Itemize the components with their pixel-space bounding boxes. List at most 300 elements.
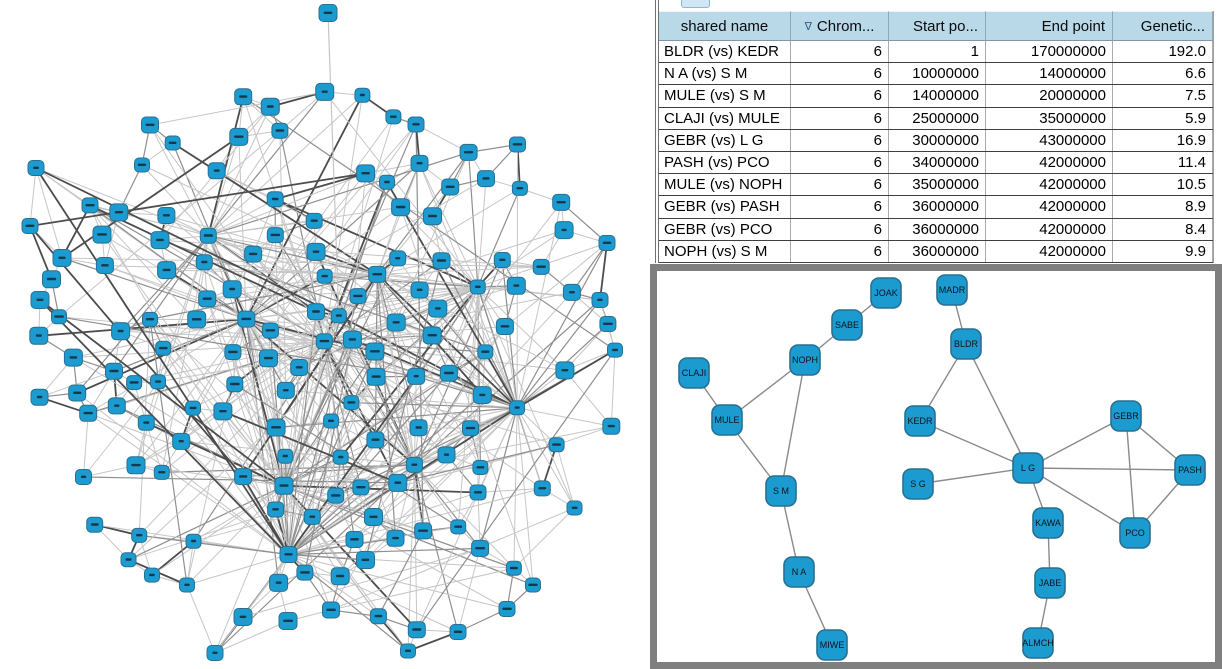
network-node[interactable]	[143, 312, 158, 326]
node-GEBR[interactable]	[1111, 401, 1141, 431]
edge-BLDR-L-G[interactable]	[966, 344, 1028, 468]
network-node[interactable]	[343, 331, 361, 348]
table-row[interactable]	[659, 174, 1213, 196]
network-node[interactable]	[234, 609, 252, 626]
network-node[interactable]	[278, 449, 293, 463]
network-node[interactable]	[275, 477, 293, 494]
network-node[interactable]	[473, 461, 488, 475]
table-cell: 11.4	[1113, 152, 1213, 173]
network-node[interactable]	[555, 222, 573, 239]
network-node[interactable]	[599, 236, 615, 251]
network-node[interactable]	[563, 284, 580, 300]
network-node[interactable]	[333, 450, 348, 464]
node-label: SABE	[834, 320, 860, 330]
network-node[interactable]	[267, 192, 283, 207]
node-label: MIWE	[819, 640, 845, 650]
node-JOAK[interactable]	[871, 278, 901, 308]
node-label-smudge	[557, 201, 566, 203]
network-node[interactable]	[127, 376, 142, 390]
node-label-smudge	[276, 582, 282, 584]
node-label-smudge	[276, 129, 285, 131]
edge-PASH-L-G[interactable]	[1028, 468, 1190, 470]
network-node[interactable]	[207, 646, 223, 661]
node-label-smudge	[349, 338, 356, 340]
node-label-smudge	[603, 242, 612, 244]
node-label: BLDR	[953, 339, 979, 349]
network-node[interactable]	[567, 501, 582, 515]
network-edge[interactable]	[30, 168, 36, 226]
network-node[interactable]	[386, 110, 401, 124]
node-label-smudge	[284, 553, 292, 555]
network-node[interactable]	[76, 470, 92, 485]
network-node[interactable]	[512, 181, 527, 195]
table-cell: 192.0	[1113, 41, 1213, 62]
node-MULE[interactable]	[712, 405, 742, 435]
header-cell-Chrom[interactable]	[791, 11, 889, 41]
node-S-G[interactable]	[903, 469, 933, 499]
node-label-smudge	[320, 340, 330, 342]
network-node[interactable]	[108, 398, 125, 414]
network-node[interactable]	[424, 208, 442, 225]
node-label-smudge	[428, 334, 437, 336]
network-node[interactable]	[165, 136, 180, 150]
node-ALMCH[interactable]	[1022, 628, 1054, 658]
edge-GEBR-PCO[interactable]	[1126, 416, 1135, 533]
network-node[interactable]	[510, 137, 526, 152]
network-node[interactable]	[408, 368, 425, 384]
node-label-smudge	[390, 116, 397, 118]
network-node[interactable]	[350, 289, 366, 304]
table-cell: 6	[791, 174, 889, 195]
network-edge[interactable]	[565, 370, 611, 426]
network-node[interactable]	[280, 547, 297, 563]
network-node[interactable]	[138, 415, 154, 430]
table-row[interactable]	[659, 85, 1213, 107]
table-cell: 6	[791, 41, 889, 62]
network-edge[interactable]	[517, 408, 611, 427]
network-node[interactable]	[499, 602, 515, 617]
header-cell-End-point[interactable]	[986, 11, 1113, 41]
network-node[interactable]	[306, 213, 322, 228]
network-node[interactable]	[549, 438, 564, 452]
table-cell: 6	[791, 241, 889, 262]
table-cell: 6	[791, 63, 889, 84]
network-node[interactable]	[214, 403, 232, 420]
edge-S-G-L-G[interactable]	[918, 468, 1028, 484]
network-node[interactable]	[158, 208, 175, 224]
network-node[interactable]	[507, 277, 525, 294]
network-node[interactable]	[442, 179, 459, 195]
network-node[interactable]	[472, 540, 489, 556]
node-label-smudge	[353, 295, 362, 297]
h-scrollbar-fragment[interactable]	[681, 0, 710, 8]
node-label-smudge	[608, 425, 615, 427]
network-node[interactable]	[156, 341, 171, 355]
network-node[interactable]	[367, 368, 385, 385]
table-row[interactable]	[659, 63, 1213, 85]
node-label: NOPH	[791, 355, 819, 365]
network-node[interactable]	[93, 226, 111, 243]
node-label: ALMCH	[1022, 638, 1054, 648]
network-node[interactable]	[331, 309, 346, 323]
network-node[interactable]	[556, 362, 574, 379]
node-label-smudge	[249, 253, 257, 255]
node-JABE[interactable]	[1035, 568, 1065, 598]
network-node[interactable]	[370, 609, 386, 624]
network-node[interactable]	[369, 266, 386, 282]
network-node[interactable]	[408, 622, 425, 638]
table-cell: N A (vs) S M	[659, 63, 791, 84]
node-MIWE[interactable]	[817, 630, 847, 660]
network-node[interactable]	[270, 574, 288, 591]
network-edge[interactable]	[517, 300, 600, 408]
node-label-smudge	[481, 351, 489, 353]
node-PCO[interactable]	[1120, 518, 1150, 548]
network-node[interactable]	[142, 117, 159, 133]
node-label-smudge	[138, 164, 146, 166]
node-label-smudge	[513, 284, 519, 286]
network-node[interactable]	[470, 485, 486, 500]
network-node[interactable]	[291, 360, 308, 376]
network-node[interactable]	[272, 123, 288, 138]
network-node[interactable]	[200, 228, 216, 243]
node-label: CLAJI	[681, 368, 707, 378]
network-node[interactable]	[365, 509, 383, 526]
network-node[interactable]	[592, 293, 608, 308]
network-node[interactable]	[186, 534, 201, 548]
network-node[interactable]	[235, 469, 252, 485]
network-node[interactable]	[440, 365, 457, 381]
table-row[interactable]	[659, 196, 1213, 218]
node-label-smudge	[158, 471, 165, 473]
network-node[interactable]	[323, 602, 340, 618]
node-label-smudge	[572, 507, 578, 509]
network-node[interactable]	[43, 271, 61, 288]
network-node[interactable]	[387, 314, 405, 331]
network-node[interactable]	[494, 253, 510, 268]
network-node[interactable]	[406, 457, 422, 472]
table-row[interactable]	[659, 152, 1213, 174]
header-label: End point	[1041, 17, 1105, 35]
network-node[interactable]	[260, 350, 278, 367]
network-node[interactable]	[199, 291, 216, 307]
network-node[interactable]	[132, 528, 147, 542]
network-node[interactable]	[110, 204, 128, 221]
network-node[interactable]	[151, 375, 166, 389]
network-node[interactable]	[600, 317, 616, 332]
node-S-M[interactable]	[766, 476, 796, 506]
attribute-table-panel	[655, 0, 1222, 264]
network-node[interactable]	[64, 349, 82, 366]
network-node[interactable]	[127, 457, 145, 474]
network-node[interactable]	[31, 292, 49, 309]
table-cell: 42000000	[986, 219, 1113, 240]
network-node[interactable]	[357, 552, 375, 569]
network-node[interactable]	[106, 363, 123, 379]
node-label-smudge	[474, 491, 482, 493]
network-edge[interactable]	[84, 413, 89, 477]
network-node[interactable]	[261, 98, 279, 115]
header-label: shared name	[680, 17, 769, 35]
network-node[interactable]	[380, 175, 395, 189]
node-label-smudge	[446, 186, 455, 188]
node-label-smudge	[118, 330, 124, 332]
network-node[interactable]	[279, 613, 297, 630]
network-node[interactable]	[331, 568, 349, 585]
network-node[interactable]	[52, 310, 67, 324]
header-label: Genetic...	[1140, 17, 1205, 35]
node-label-smudge	[536, 266, 546, 268]
node-label-smudge	[163, 269, 171, 271]
network-node[interactable]	[473, 387, 491, 404]
network-node[interactable]	[112, 323, 130, 340]
node-label-smudge	[146, 124, 155, 126]
node-label-smudge	[369, 516, 377, 518]
node-label-smudge	[159, 347, 168, 349]
node-label-smudge	[454, 631, 462, 633]
network-node[interactable]	[208, 163, 225, 179]
node-label-smudge	[384, 181, 390, 183]
table-cell: 14000000	[889, 85, 986, 106]
network-node[interactable]	[328, 488, 344, 503]
node-KEDR[interactable]	[905, 406, 935, 436]
table-cell: 42000000	[986, 196, 1113, 217]
table-cell: 7.5	[1113, 85, 1213, 106]
network-node[interactable]	[603, 418, 620, 434]
network-node[interactable]	[154, 465, 169, 479]
table-cell: GEBR (vs) PASH	[659, 196, 791, 217]
network-node[interactable]	[316, 334, 332, 349]
network-node[interactable]	[478, 171, 495, 187]
network-node[interactable]	[317, 269, 332, 283]
network-node[interactable]	[392, 199, 410, 216]
network-node[interactable]	[401, 644, 416, 658]
network-node[interactable]	[553, 194, 570, 210]
node-label-smudge	[418, 530, 428, 532]
network-node[interactable]	[267, 419, 285, 436]
node-label-smudge	[475, 547, 485, 549]
node-label-smudge	[241, 318, 251, 320]
network-node[interactable]	[304, 509, 320, 524]
network-node[interactable]	[69, 385, 86, 401]
network-node[interactable]	[151, 232, 169, 249]
node-label-smudge	[311, 220, 318, 222]
table-row[interactable]	[659, 241, 1213, 263]
node-label-smudge	[513, 143, 523, 145]
network-node[interactable]	[411, 155, 428, 171]
network-edge[interactable]	[208, 131, 280, 236]
attribute-table	[659, 11, 1213, 263]
network-node[interactable]	[267, 228, 283, 243]
edge-NOPH-S-M[interactable]	[781, 360, 805, 491]
network-node[interactable]	[121, 553, 136, 567]
node-label-smudge	[70, 356, 78, 358]
node-label-smudge	[33, 167, 39, 169]
table-cell: MULE (vs) NOPH	[659, 174, 791, 195]
network-node[interactable]	[297, 565, 313, 580]
network-node[interactable]	[408, 117, 424, 132]
network-node[interactable]	[223, 281, 241, 298]
network-node[interactable]	[230, 128, 248, 145]
network-node[interactable]	[319, 5, 337, 22]
network-node[interactable]	[346, 532, 363, 548]
node-label-smudge	[324, 12, 333, 14]
network-node[interactable]	[533, 259, 549, 274]
network-node[interactable]	[308, 304, 325, 320]
table-cell: 1	[889, 41, 986, 62]
table-cell: 35000000	[986, 108, 1113, 129]
node-label-smudge	[179, 440, 184, 442]
network-node[interactable]	[53, 250, 71, 267]
node-label-smudge	[312, 310, 320, 312]
table-cell: 9.9	[1113, 241, 1213, 262]
network-node[interactable]	[389, 474, 407, 491]
network-node[interactable]	[387, 530, 404, 546]
network-node[interactable]	[526, 578, 541, 592]
table-cell: 6	[791, 196, 889, 217]
network-node[interactable]	[87, 517, 103, 532]
table-cell: MULE (vs) S M	[659, 85, 791, 106]
node-BLDR[interactable]	[951, 329, 981, 359]
network-node[interactable]	[355, 88, 370, 102]
network-node[interactable]	[410, 420, 427, 436]
network-node[interactable]	[450, 625, 466, 640]
node-label-smudge	[272, 508, 279, 510]
network-node[interactable]	[158, 262, 176, 279]
network-node[interactable]	[390, 251, 406, 266]
network-node[interactable]	[433, 253, 450, 269]
table-row[interactable]	[659, 41, 1213, 63]
network-node[interactable]	[188, 311, 206, 328]
network-node[interactable]	[186, 401, 201, 415]
network-node[interactable]	[460, 144, 477, 160]
table-row[interactable]	[659, 108, 1213, 130]
network-node[interactable]	[196, 255, 212, 270]
network-node[interactable]	[366, 343, 384, 360]
network-node[interactable]	[423, 327, 441, 344]
header-cell-shared-name[interactable]	[659, 11, 791, 41]
header-cell-Genetic[interactable]	[1113, 11, 1213, 41]
network-node[interactable]	[353, 480, 369, 495]
node-label-smudge	[37, 396, 42, 398]
network-node[interactable]	[316, 83, 334, 100]
node-CLAJI[interactable]	[679, 358, 709, 388]
network-node[interactable]	[451, 520, 466, 534]
network-node[interactable]	[96, 258, 113, 274]
table-cell: CLAJI (vs) MULE	[659, 108, 791, 129]
network-node[interactable]	[324, 414, 339, 428]
network-node[interactable]	[307, 243, 325, 260]
network-edge[interactable]	[514, 508, 575, 568]
table-cell: 5.9	[1113, 108, 1213, 129]
network-node[interactable]	[235, 89, 252, 105]
table-cell: 42000000	[986, 241, 1113, 262]
edge-KEDR-L-G[interactable]	[920, 421, 1028, 468]
network-node[interactable]	[496, 319, 513, 335]
filter-icon: ∇	[804, 20, 812, 33]
node-L-G[interactable]	[1013, 453, 1043, 483]
network-node[interactable]	[415, 523, 432, 539]
network-edge[interactable]	[187, 585, 215, 653]
network-node[interactable]	[227, 377, 243, 392]
node-label-smudge	[322, 91, 328, 93]
network-node[interactable]	[30, 327, 48, 344]
network-node[interactable]	[608, 343, 623, 357]
node-label-smudge	[372, 375, 381, 377]
network-node[interactable]	[180, 578, 195, 592]
table-row[interactable]	[659, 130, 1213, 152]
network-node[interactable]	[510, 401, 525, 415]
network-node[interactable]	[80, 405, 97, 421]
node-N-A[interactable]	[784, 557, 814, 587]
network-node[interactable]	[238, 311, 255, 327]
network-node[interactable]	[463, 421, 479, 436]
network-edge[interactable]	[62, 258, 541, 267]
node-KAWA[interactable]	[1033, 508, 1063, 538]
network-node[interactable]	[262, 323, 278, 338]
network-node[interactable]	[22, 219, 38, 234]
network-node[interactable]	[344, 396, 359, 410]
network-node[interactable]	[28, 161, 44, 176]
network-node[interactable]	[135, 158, 150, 172]
network-node[interactable]	[173, 433, 190, 449]
network-node[interactable]	[367, 432, 384, 448]
network-edge[interactable]	[420, 163, 518, 407]
node-label-smudge	[81, 476, 86, 478]
v-scrollbar-track[interactable]	[1213, 11, 1222, 263]
table-row[interactable]	[659, 219, 1213, 241]
network-node[interactable]	[82, 198, 98, 213]
node-label-smudge	[362, 559, 370, 561]
network-node[interactable]	[268, 502, 284, 517]
network-node[interactable]	[534, 481, 550, 496]
node-label-smudge	[350, 538, 359, 540]
node-NOPH[interactable]	[790, 345, 820, 375]
node-label: S M	[772, 486, 790, 496]
network-node[interactable]	[411, 282, 428, 298]
network-node[interactable]	[429, 300, 447, 317]
table-cell: 8.9	[1113, 196, 1213, 217]
node-label-smudge	[479, 394, 485, 396]
header-cell-Start-po[interactable]	[889, 11, 986, 41]
node-label-smudge	[109, 370, 118, 372]
node-label-smudge	[538, 487, 546, 489]
network-node[interactable]	[357, 165, 375, 182]
node-SABE[interactable]	[832, 310, 862, 340]
network-edge[interactable]	[469, 152, 478, 287]
network-node[interactable]	[470, 280, 485, 294]
network-node[interactable]	[225, 345, 241, 360]
node-label-smudge	[283, 455, 289, 457]
network-node[interactable]	[31, 389, 48, 405]
network-node[interactable]	[506, 561, 521, 575]
node-label-smudge	[143, 421, 149, 423]
node-MADR[interactable]	[937, 275, 967, 305]
network-node[interactable]	[245, 246, 262, 262]
network-node[interactable]	[145, 568, 160, 582]
table-cell: 6.6	[1113, 63, 1213, 84]
network-node[interactable]	[277, 382, 294, 398]
node-label-smudge	[477, 466, 485, 468]
node-PASH[interactable]	[1175, 455, 1205, 485]
network-node[interactable]	[478, 345, 493, 359]
network-node[interactable]	[438, 447, 455, 463]
network-edge[interactable]	[611, 350, 615, 426]
node-label-smudge	[58, 257, 65, 259]
header-label: Chrom...	[816, 17, 875, 35]
node-label-smudge	[271, 234, 281, 236]
small-network-canvas	[657, 271, 1215, 662]
